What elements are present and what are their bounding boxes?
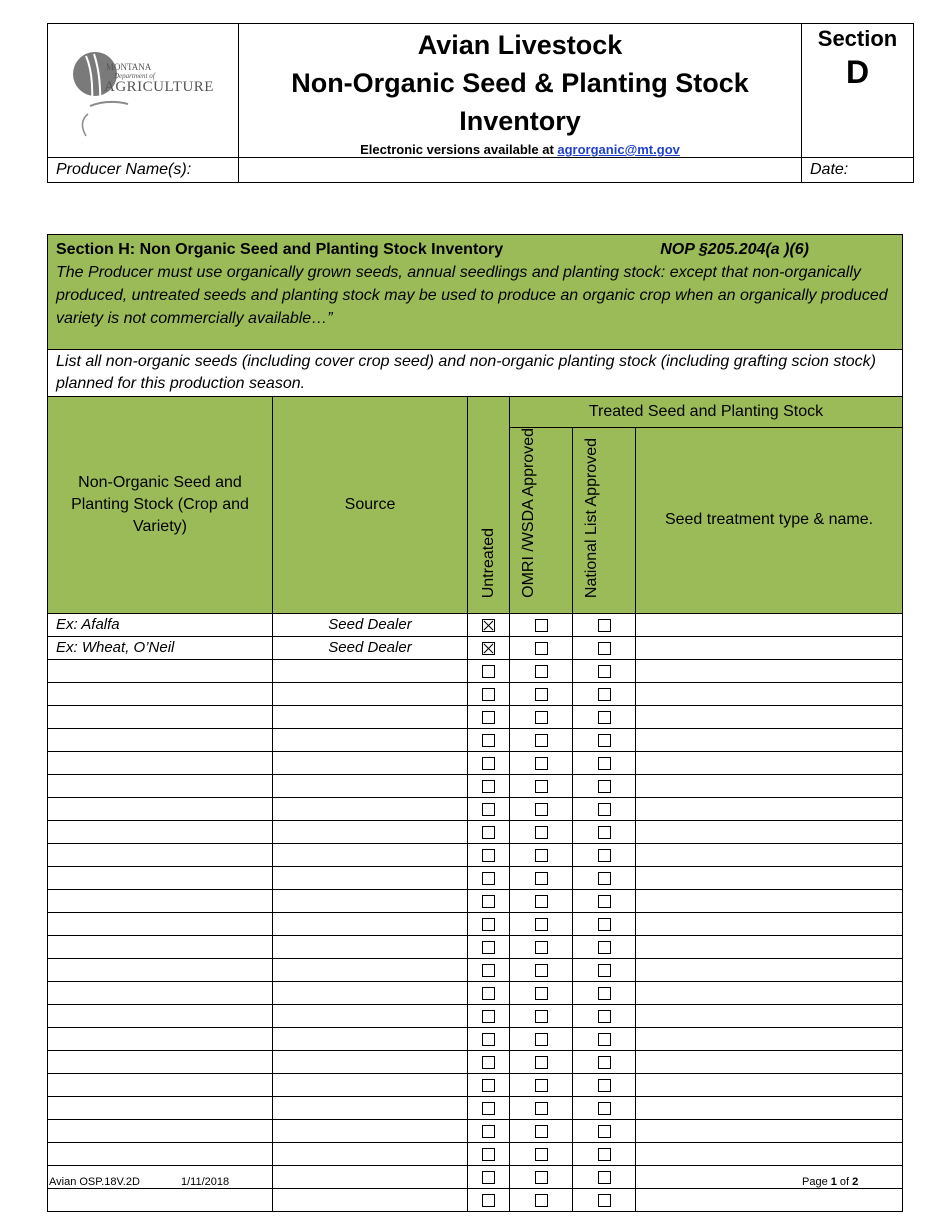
crop-cell[interactable]: Ex: Wheat, O’Neil [48, 636, 273, 659]
section-heading: Section H: Non Organic Seed and Planting Stock Inventory [56, 241, 504, 258]
untreated-checkbox-cell [468, 774, 510, 797]
inventory-rows [48, 613, 903, 1211]
treatment-cell[interactable] [636, 636, 903, 659]
footer-date: 1/11/2018 [181, 1176, 230, 1188]
omri-checkbox-cell [510, 797, 573, 820]
untreated-checkbox-cell [468, 843, 510, 866]
table-row [48, 1073, 903, 1096]
date-label[interactable]: Date: [802, 158, 914, 183]
national-checkbox-cell [573, 866, 636, 889]
national-checkbox-cell [573, 843, 636, 866]
treatment-cell[interactable] [636, 843, 903, 866]
national-checkbox-cell [573, 1004, 636, 1027]
producer-name-label: Producer Name(s): [48, 158, 239, 183]
untreated-checkbox-cell [468, 981, 510, 1004]
logo-text-top: MONTANA [106, 62, 152, 72]
national-checkbox-cell [573, 613, 636, 636]
untreated-checkbox-cell [468, 1096, 510, 1119]
national-checkbox[interactable] [598, 1056, 611, 1069]
table-row [48, 636, 903, 659]
national-checkbox[interactable] [598, 987, 611, 1000]
omri-checkbox[interactable] [535, 1194, 548, 1207]
national-checkbox[interactable] [598, 1102, 611, 1115]
omri-checkbox[interactable] [535, 987, 548, 1000]
national-checkbox-cell [573, 1142, 636, 1165]
title-cell [239, 24, 802, 158]
untreated-checkbox[interactable] [482, 941, 495, 954]
omri-checkbox[interactable] [535, 1125, 548, 1138]
crop-cell[interactable] [48, 751, 273, 774]
crop-cell[interactable] [48, 728, 273, 751]
omri-checkbox-cell [510, 1050, 573, 1073]
national-checkbox[interactable] [598, 711, 611, 724]
section-cell [802, 24, 914, 158]
crop-cell[interactable] [48, 1073, 273, 1096]
omri-checkbox[interactable] [535, 619, 548, 632]
untreated-checkbox[interactable] [482, 1148, 495, 1161]
national-checkbox[interactable] [598, 1148, 611, 1161]
table-row [48, 1004, 903, 1027]
source-cell[interactable] [273, 1119, 468, 1142]
untreated-checkbox[interactable] [482, 619, 495, 632]
national-checkbox-cell [573, 1096, 636, 1119]
omri-checkbox[interactable] [535, 872, 548, 885]
col-header-omri: OMRI /WSDA Approved [510, 428, 573, 614]
source-cell[interactable] [273, 1004, 468, 1027]
source-cell[interactable] [273, 981, 468, 1004]
table-row [48, 797, 903, 820]
untreated-checkbox[interactable] [482, 757, 495, 770]
source-cell[interactable] [273, 1073, 468, 1096]
untreated-checkbox[interactable] [482, 780, 495, 793]
email-link[interactable]: agrorganic@mt.gov [557, 142, 680, 157]
omri-checkbox[interactable] [535, 1171, 548, 1184]
omri-checkbox[interactable] [535, 849, 548, 862]
crop-cell[interactable] [48, 682, 273, 705]
treatment-cell[interactable] [636, 613, 903, 636]
national-checkbox-cell [573, 728, 636, 751]
logo-cell [48, 24, 239, 158]
untreated-checkbox[interactable] [482, 872, 495, 885]
national-checkbox-cell [573, 774, 636, 797]
table-row [48, 820, 903, 843]
table-row [48, 866, 903, 889]
crop-cell[interactable] [48, 1119, 273, 1142]
treatment-cell[interactable] [636, 912, 903, 935]
treatment-cell[interactable] [636, 1050, 903, 1073]
crop-cell[interactable] [48, 1050, 273, 1073]
col-header-treated-group: Treated Seed and Planting Stock [510, 397, 903, 428]
title-line-2: Non-Organic Seed & Planting Stock [291, 68, 749, 98]
untreated-checkbox-cell [468, 1073, 510, 1096]
national-checkbox[interactable] [598, 665, 611, 678]
national-checkbox[interactable] [598, 918, 611, 931]
table-row [48, 728, 903, 751]
national-checkbox-cell [573, 797, 636, 820]
crop-cell[interactable] [48, 1188, 273, 1211]
treatment-cell[interactable] [636, 866, 903, 889]
title-line-3: Inventory [459, 106, 581, 136]
treatment-cell[interactable] [636, 1004, 903, 1027]
national-checkbox-cell [573, 981, 636, 1004]
treatment-cell[interactable] [636, 889, 903, 912]
omri-checkbox[interactable] [535, 918, 548, 931]
crop-cell[interactable] [48, 1142, 273, 1165]
national-checkbox[interactable] [598, 803, 611, 816]
section-letter: D [845, 54, 870, 90]
untreated-checkbox[interactable] [482, 964, 495, 977]
omri-checkbox[interactable] [535, 941, 548, 954]
omri-checkbox-cell [510, 866, 573, 889]
source-cell[interactable] [273, 866, 468, 889]
national-checkbox[interactable] [598, 826, 611, 839]
national-checkbox[interactable] [598, 1171, 611, 1184]
omri-checkbox[interactable] [535, 688, 548, 701]
omri-checkbox-cell [510, 935, 573, 958]
electronic-versions-note [239, 142, 801, 157]
omri-checkbox-cell [510, 1027, 573, 1050]
omri-checkbox-cell [510, 774, 573, 797]
omri-checkbox-cell [510, 705, 573, 728]
national-checkbox[interactable] [598, 688, 611, 701]
untreated-checkbox[interactable] [482, 1033, 495, 1046]
national-checkbox[interactable] [598, 757, 611, 770]
omri-checkbox[interactable] [535, 1033, 548, 1046]
source-cell[interactable] [273, 820, 468, 843]
source-cell[interactable] [273, 659, 468, 682]
source-cell[interactable] [273, 1142, 468, 1165]
untreated-checkbox-cell [468, 912, 510, 935]
untreated-checkbox-cell [468, 728, 510, 751]
omri-checkbox-cell [510, 659, 573, 682]
source-cell[interactable]: Seed Dealer [273, 636, 468, 659]
untreated-checkbox[interactable] [482, 1079, 495, 1092]
table-row [48, 1096, 903, 1119]
untreated-checkbox[interactable] [482, 1194, 495, 1207]
treatment-cell[interactable] [636, 774, 903, 797]
source-cell[interactable]: Seed Dealer [273, 613, 468, 636]
omri-checkbox[interactable] [535, 1102, 548, 1115]
col-header-crop: Non-Organic Seed and Planting Stock (Crop and Variety) [48, 397, 273, 614]
section-intro [48, 235, 903, 350]
national-checkbox-cell [573, 1027, 636, 1050]
omri-checkbox-cell [510, 912, 573, 935]
intro-text: The Producer must use organically grown seeds, annual seedlings and planting stock: except that non-organically produced, untreated seeds and planting stock may be used to produce an organic crop when an organically produced variety is not commercially available…” [56, 264, 888, 327]
crop-cell[interactable] [48, 1027, 273, 1050]
national-checkbox[interactable] [598, 872, 611, 885]
omri-checkbox-cell [510, 728, 573, 751]
source-cell[interactable] [273, 958, 468, 981]
source-cell[interactable] [273, 728, 468, 751]
source-cell[interactable] [273, 774, 468, 797]
untreated-checkbox[interactable] [482, 1010, 495, 1023]
omri-checkbox[interactable] [535, 826, 548, 839]
untreated-checkbox[interactable] [482, 987, 495, 1000]
omri-checkbox-cell [510, 820, 573, 843]
treatment-cell[interactable] [636, 1165, 903, 1188]
national-checkbox-cell [573, 751, 636, 774]
omri-checkbox[interactable] [535, 1010, 548, 1023]
omri-checkbox-cell [510, 981, 573, 1004]
crop-cell[interactable]: Ex: Afalfa [48, 613, 273, 636]
logo-text-mid: Department of [114, 72, 155, 80]
source-cell[interactable] [273, 1165, 468, 1188]
treatment-cell[interactable] [636, 1188, 903, 1211]
treatment-cell[interactable] [636, 1096, 903, 1119]
national-checkbox-cell [573, 1050, 636, 1073]
crop-cell[interactable] [48, 866, 273, 889]
untreated-checkbox-cell [468, 820, 510, 843]
table-row [48, 1165, 903, 1188]
omri-checkbox[interactable] [535, 964, 548, 977]
national-checkbox[interactable] [598, 964, 611, 977]
treatment-cell[interactable] [636, 705, 903, 728]
national-checkbox[interactable] [598, 941, 611, 954]
crop-cell[interactable] [48, 774, 273, 797]
source-cell[interactable] [273, 935, 468, 958]
untreated-checkbox[interactable] [482, 711, 495, 724]
national-checkbox[interactable] [598, 895, 611, 908]
table-row [48, 1142, 903, 1165]
omri-checkbox-cell [510, 1188, 573, 1211]
crop-cell[interactable] [48, 935, 273, 958]
untreated-checkbox[interactable] [482, 1102, 495, 1115]
untreated-checkbox-cell [468, 1119, 510, 1142]
treatment-cell[interactable] [636, 1119, 903, 1142]
untreated-checkbox-cell [468, 889, 510, 912]
national-checkbox[interactable] [598, 1079, 611, 1092]
untreated-checkbox-cell [468, 797, 510, 820]
title-line-1: Avian Livestock [417, 30, 623, 60]
col-header-untreated: Untreated [468, 397, 510, 614]
omri-checkbox[interactable] [535, 1056, 548, 1069]
crop-cell[interactable] [48, 705, 273, 728]
montana-agriculture-logo [68, 44, 218, 139]
untreated-checkbox[interactable] [482, 826, 495, 839]
treatment-cell[interactable] [636, 935, 903, 958]
national-checkbox[interactable] [598, 642, 611, 655]
omri-checkbox-cell [510, 1119, 573, 1142]
table-row [48, 912, 903, 935]
table-row [48, 774, 903, 797]
source-cell[interactable] [273, 1188, 468, 1211]
treatment-cell[interactable] [636, 981, 903, 1004]
table-row [48, 1050, 903, 1073]
omri-checkbox-cell [510, 751, 573, 774]
untreated-checkbox[interactable] [482, 665, 495, 678]
national-checkbox-cell [573, 820, 636, 843]
treatment-cell[interactable] [636, 797, 903, 820]
logo-text-main: AGRICULTURE [104, 79, 214, 95]
national-checkbox[interactable] [598, 780, 611, 793]
omri-checkbox-cell [510, 1165, 573, 1188]
omri-checkbox[interactable] [535, 757, 548, 770]
untreated-checkbox[interactable] [482, 642, 495, 655]
electronic-prefix: Electronic versions available at [360, 142, 558, 157]
omri-checkbox[interactable] [535, 734, 548, 747]
national-checkbox-cell [573, 912, 636, 935]
omri-checkbox[interactable] [535, 642, 548, 655]
table-row [48, 1188, 903, 1211]
table-row [48, 889, 903, 912]
nop-reference: NOP §205.204(a )(6) [660, 241, 809, 258]
table-row [48, 1027, 903, 1050]
national-checkbox[interactable] [598, 1125, 611, 1138]
untreated-checkbox-cell [468, 1050, 510, 1073]
instructions: List all non-organic seeds (including cover crop seed) and non-organic planting stock (including grafting scion stock) planned for this production season. [48, 350, 903, 397]
omri-checkbox[interactable] [535, 1079, 548, 1092]
national-checkbox-cell [573, 1188, 636, 1211]
table-row [48, 1119, 903, 1142]
national-checkbox[interactable] [598, 1010, 611, 1023]
national-checkbox[interactable] [598, 849, 611, 862]
crop-cell[interactable] [48, 659, 273, 682]
table-row [48, 958, 903, 981]
omri-checkbox-cell [510, 682, 573, 705]
omri-checkbox[interactable] [535, 1148, 548, 1161]
source-cell[interactable] [273, 889, 468, 912]
untreated-checkbox-cell [468, 1004, 510, 1027]
national-checkbox-cell [573, 705, 636, 728]
omri-checkbox[interactable] [535, 711, 548, 724]
untreated-checkbox[interactable] [482, 895, 495, 908]
producer-name-field[interactable] [239, 158, 802, 183]
treatment-cell[interactable] [636, 1027, 903, 1050]
untreated-checkbox[interactable] [482, 918, 495, 931]
omri-checkbox[interactable] [535, 665, 548, 678]
crop-cell[interactable] [48, 981, 273, 1004]
treatment-cell[interactable] [636, 1073, 903, 1096]
seed-inventory-table [47, 234, 903, 1212]
untreated-checkbox-cell [468, 1165, 510, 1188]
national-checkbox[interactable] [598, 1033, 611, 1046]
untreated-checkbox-cell [468, 1027, 510, 1050]
source-cell[interactable] [273, 751, 468, 774]
omri-checkbox-cell [510, 636, 573, 659]
crop-cell[interactable] [48, 797, 273, 820]
omri-checkbox-cell [510, 958, 573, 981]
untreated-checkbox[interactable] [482, 849, 495, 862]
untreated-checkbox[interactable] [482, 1056, 495, 1069]
source-cell[interactable] [273, 797, 468, 820]
untreated-checkbox-cell [468, 958, 510, 981]
crop-cell[interactable] [48, 1096, 273, 1119]
table-row [48, 751, 903, 774]
table-row [48, 935, 903, 958]
source-cell[interactable] [273, 1050, 468, 1073]
crop-cell[interactable] [48, 912, 273, 935]
crop-cell[interactable] [48, 958, 273, 981]
untreated-checkbox-cell [468, 751, 510, 774]
treatment-cell[interactable] [636, 1142, 903, 1165]
treatment-cell[interactable] [636, 728, 903, 751]
omri-checkbox-cell [510, 1096, 573, 1119]
omri-checkbox-cell [510, 843, 573, 866]
untreated-checkbox[interactable] [482, 803, 495, 816]
source-cell[interactable] [273, 912, 468, 935]
section-label: Section [817, 26, 898, 51]
national-checkbox-cell [573, 889, 636, 912]
national-checkbox-cell [573, 1165, 636, 1188]
source-cell[interactable] [273, 1027, 468, 1050]
omri-checkbox-cell [510, 613, 573, 636]
untreated-checkbox-cell [468, 659, 510, 682]
omri-checkbox[interactable] [535, 803, 548, 816]
col-header-treatment: Seed treatment type & name. [636, 428, 903, 614]
national-checkbox-cell [573, 636, 636, 659]
footer-page: Page 1 of 2 [802, 1176, 859, 1188]
untreated-checkbox[interactable] [482, 688, 495, 701]
national-checkbox-cell [573, 958, 636, 981]
omri-checkbox[interactable] [535, 895, 548, 908]
omri-checkbox-cell [510, 1004, 573, 1027]
national-checkbox-cell [573, 659, 636, 682]
crop-cell[interactable] [48, 1004, 273, 1027]
treatment-cell[interactable] [636, 751, 903, 774]
untreated-checkbox-cell [468, 1142, 510, 1165]
untreated-checkbox[interactable] [482, 734, 495, 747]
treatment-cell[interactable] [636, 820, 903, 843]
table-row [48, 613, 903, 636]
source-cell[interactable] [273, 843, 468, 866]
source-cell[interactable] [273, 1096, 468, 1119]
omri-checkbox-cell [510, 1073, 573, 1096]
untreated-checkbox-cell [468, 636, 510, 659]
untreated-checkbox-cell [468, 935, 510, 958]
source-cell[interactable] [273, 705, 468, 728]
untreated-checkbox-cell [468, 682, 510, 705]
untreated-checkbox-cell [468, 1188, 510, 1211]
untreated-checkbox[interactable] [482, 1125, 495, 1138]
omri-checkbox-cell [510, 889, 573, 912]
crop-cell[interactable] [48, 889, 273, 912]
col-header-source: Source [273, 397, 468, 614]
national-checkbox[interactable] [598, 619, 611, 632]
crop-cell[interactable] [48, 843, 273, 866]
untreated-checkbox-cell [468, 866, 510, 889]
omri-checkbox-cell [510, 1142, 573, 1165]
crop-cell[interactable] [48, 820, 273, 843]
table-row [48, 659, 903, 682]
table-row [48, 981, 903, 1004]
national-checkbox-cell [573, 935, 636, 958]
treatment-cell[interactable] [636, 659, 903, 682]
form-header [47, 23, 914, 183]
table-row [48, 682, 903, 705]
omri-checkbox[interactable] [535, 780, 548, 793]
table-row [48, 705, 903, 728]
treatment-cell[interactable] [636, 682, 903, 705]
national-checkbox-cell [573, 682, 636, 705]
national-checkbox-cell [573, 1119, 636, 1142]
source-cell[interactable] [273, 682, 468, 705]
national-checkbox-cell [573, 1073, 636, 1096]
table-row [48, 843, 903, 866]
national-checkbox[interactable] [598, 1194, 611, 1207]
untreated-checkbox-cell [468, 613, 510, 636]
national-checkbox[interactable] [598, 734, 611, 747]
footer-form-id: Avian OSP.18V.2D [49, 1176, 140, 1188]
untreated-checkbox[interactable] [482, 1171, 495, 1184]
col-header-national-list: National List Approved [573, 428, 636, 614]
untreated-checkbox-cell [468, 705, 510, 728]
treatment-cell[interactable] [636, 958, 903, 981]
